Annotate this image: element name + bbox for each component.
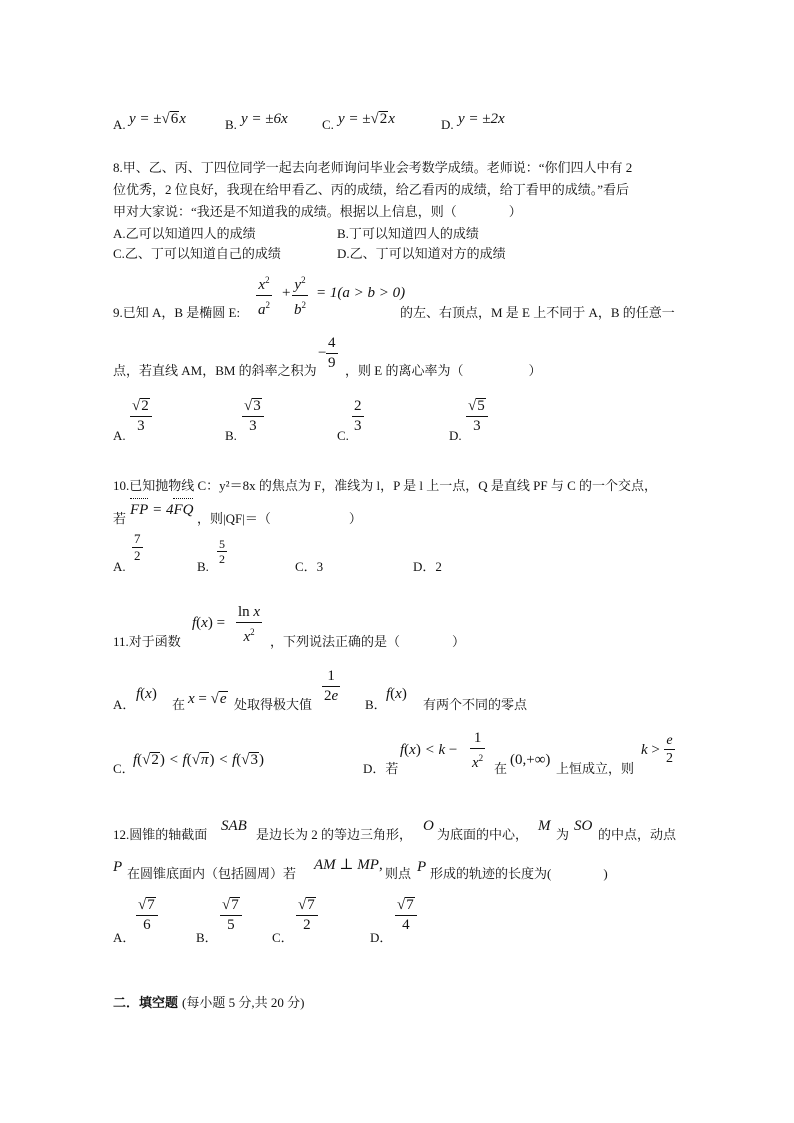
q11-option-b-label: B．: [365, 697, 387, 712]
q12-line-1e: 的中点，动点: [598, 827, 677, 842]
q12-line-1a: 12.圆锥的轴截面: [113, 827, 208, 842]
q9-line-2a: 点，若直线 AM，BM 的斜率之积为: [113, 363, 317, 378]
q11-option-d-interval: (0,+∞): [510, 752, 551, 768]
q12-line-1c: 为底面的中心，: [437, 827, 529, 842]
q11-option-a-fx: f(x): [136, 686, 157, 702]
q10-vector-equation: FP = 4FQ: [130, 502, 194, 518]
q11-option-b-text: 有两个不同的零点: [423, 697, 528, 712]
q12-option-b-label: B．: [196, 930, 218, 945]
q12-option-a-value: √7 6: [136, 897, 158, 934]
q9-slope-num: 4: [328, 335, 336, 351]
q12-perp-condition: AM ⊥ MP,: [314, 857, 383, 873]
q9-option-b-value: √3 3: [242, 398, 264, 435]
q12-line-2b: 则点: [385, 866, 412, 881]
q11-function-lhs: f(x) =: [192, 615, 226, 631]
q9-slope-product: [326, 335, 338, 372]
q12-option-d-label: D．: [370, 930, 393, 945]
q10-option-b-label: B.: [197, 559, 209, 574]
q9-prefix: 9.已知 A，B 是椭圆 E:: [113, 305, 241, 320]
q7-option-d-label: D.: [441, 117, 454, 132]
q9-option-a-value: √2 3: [130, 398, 152, 435]
q9-option-a-label: A.: [113, 428, 126, 443]
q12-line-1b: 是边长为 2 的等边三角形，: [256, 827, 413, 842]
q12-option-d-value: √7 4: [395, 897, 417, 934]
q12-line-2c: 形成的轨迹的长度为( ): [430, 866, 608, 881]
q10-option-a-label: A.: [113, 559, 126, 574]
q10-line-2b: ，则|QF|＝（ ）: [197, 511, 362, 526]
q10-line-1: 10.已知抛物线 C：y²＝8x 的焦点为 F，准线为 l，P 是 l 上一点，Q 是直线 PF 与 C 的一个交点，: [113, 478, 658, 493]
q11-option-a-point: x = √e: [188, 691, 227, 707]
q11-option-a-label: A．: [113, 697, 136, 712]
q11-option-d-inequality: f(x) < k −: [400, 742, 458, 758]
q10-option-b-value: 5 2: [219, 537, 225, 566]
q12-m: M: [538, 818, 551, 834]
section-2-note: (每小题 5 分,共 20 分): [182, 995, 305, 1010]
q12-so: SO: [574, 818, 593, 834]
q8-line-1: 8.甲、乙、丙、丁四位同学一起去向老师询问毕业会考数学成绩。老师说：“你们四人中有 2: [113, 160, 633, 175]
q11-option-d-fraction: 1 $x^2$: [472, 730, 484, 771]
q11-option-c-label: C．: [113, 761, 135, 776]
q7-option-b-expr: y = ±6x: [241, 111, 288, 127]
q12-option-b-value: √7 5: [220, 897, 242, 934]
q11-option-b-fx: f(x): [386, 686, 407, 702]
q11-option-d-label: D．若: [363, 761, 399, 776]
q9-suffix: 的左、右顶点，M 是 E 上不同于 A，B 的任意一: [400, 305, 675, 320]
q12-line-1d: 为: [556, 827, 570, 842]
q11-suffix: ，下列说法正确的是（ ）: [270, 634, 466, 649]
q9-ellipse-x-term: $x^2$ $a^2$: [258, 275, 270, 318]
q12-p-2: P: [417, 859, 427, 875]
q9-plus: +: [282, 285, 291, 301]
q9-option-d-label: D.: [449, 428, 462, 443]
q8-option-c: C.乙、丁可以知道自己的成绩: [113, 246, 281, 261]
q9-minus-sign: −: [318, 345, 327, 361]
q11-option-d-e-half: e 2: [666, 733, 673, 766]
q9-option-d-value: √5 3: [466, 398, 488, 435]
q11-option-a-mid2: 处取得极大值: [234, 697, 313, 712]
q9-ellipse-condition: = 1(a > b > 0): [316, 285, 406, 301]
q11-prefix: 11.对于函数: [113, 634, 181, 649]
q7-option-d-expr: y = ±2x: [458, 111, 505, 127]
q10-option-a-value: 7 2: [134, 531, 141, 563]
q12-line-2a: 在圆锥底面内（包括圆周）若: [127, 866, 297, 881]
q11-option-d-mid: 在: [494, 761, 508, 776]
q9-option-c-value: 2 3: [354, 398, 362, 434]
q10-line-2a: 若: [113, 511, 127, 526]
q11-function-fraction: ln x $x^2$: [238, 604, 261, 645]
q8-line-2: 位优秀，2 位良好，我现在给甲看乙、丙的成绩，给乙看丙的成绩，给丁看甲的成绩。”看后: [113, 182, 630, 197]
q12-option-a-label: A．: [113, 930, 136, 945]
q11-option-d-k: k >: [641, 742, 660, 758]
q11-option-a-max: 1 2e: [324, 668, 339, 704]
q11-option-d-mid2: 上恒成立，则: [556, 761, 635, 776]
q12-option-c-label: C．: [272, 930, 294, 945]
q9-option-b-label: B.: [225, 428, 237, 443]
q9-option-c-label: C.: [337, 428, 349, 443]
q8-line-3: 甲对大家说：“我还是不知道我的成绩。根据以上信息，则（ ）: [113, 204, 522, 219]
q10-option-d: D．2: [413, 559, 442, 574]
q10-option-c: C．3: [295, 559, 324, 574]
q7-option-c-expr: y = ±√2x: [338, 111, 395, 127]
q7-option-c-label: C.: [322, 117, 334, 132]
q9-ellipse-y-term: $y^2$ $b^2$: [294, 275, 306, 318]
q7-option-a-expr: y = ±√6x: [129, 111, 186, 127]
q12-o: O: [423, 818, 434, 834]
q12-p: P: [113, 859, 123, 875]
section-2-title: 二．填空题: [113, 995, 179, 1010]
q12-sab: SAB: [221, 818, 247, 834]
q9-line-2b: ，则 E 的离心率为（ ）: [345, 363, 542, 378]
q11-option-a-mid: 在: [172, 697, 186, 712]
q7-option-b-label: B.: [225, 117, 237, 132]
q8-option-d: D.乙、丁可以知道对方的成绩: [337, 246, 506, 261]
q8-option-b: B.丁可以知道四人的成绩: [337, 226, 479, 241]
q7-option-a-label: A.: [113, 117, 126, 132]
q12-option-c-value: √7 2: [296, 897, 318, 934]
q8-option-a: A.乙可以知道四人的成绩: [113, 226, 256, 241]
q11-option-c-inequality: f(√2) < f(√π) < f(√3): [133, 752, 264, 768]
q9-slope-den: 9: [328, 355, 336, 371]
